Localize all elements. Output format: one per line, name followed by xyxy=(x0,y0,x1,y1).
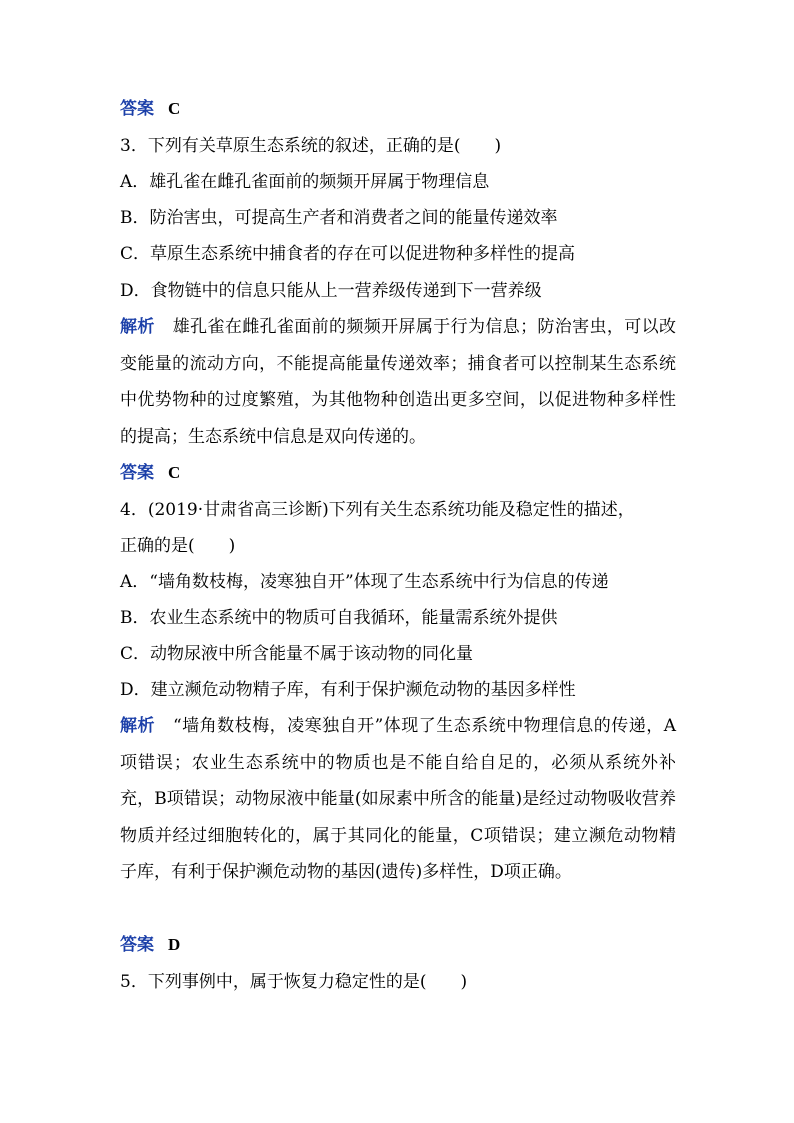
question-4-option-c: C．动物尿液中所含能量不属于该动物的同化量 xyxy=(120,644,474,664)
question-3-option-d: D．食物链中的信息只能从上一营养级传递到下一营养级 xyxy=(120,281,542,301)
question-4-option-b: B．农业生态系统中的物质可自我循环，能量需系统外提供 xyxy=(120,608,558,628)
question-3-option-a: A．雄孔雀在雌孔雀面前的频频开屏属于物理信息 xyxy=(120,172,490,192)
answer-line xyxy=(120,98,680,120)
answer-value: C xyxy=(168,99,181,118)
question-4-stem-line-1: 4．(2019·甘肃省高三诊断)下列有关生态系统功能及稳定性的描述， xyxy=(120,500,635,520)
answer-label: 答案 xyxy=(120,935,154,955)
explanation-label: 解析 xyxy=(120,716,155,736)
answer-value: C xyxy=(168,463,181,482)
question-3-option-b: B．防治害虫，可提高生产者和消费者之间的能量传递效率 xyxy=(120,208,558,228)
answer-value: D xyxy=(168,935,181,954)
explanation-text: “墙角数枝梅，凌寒独自开”体现了生态系统中物理信息的传递，A项错误；农业生态系统中的物质也是不能自给自足的，必须从系统外补充，B项错误；动物尿液中能量(如尿素中所含的能量)是经过动物吸收营养物质并经过细胞转化的，属于其同化的能量，C项错误；建立濒危动物精子库，有利于保护濒危动物的基因(遗传)多样性，D项正确。 xyxy=(120,716,676,882)
explanation-text: 雄孔雀在雌孔雀面前的频频开屏属于行为信息；防治害虫，可以改变能量的流动方向，不能提高能量传递效率；捕食者可以控制某生态系统中优势物种的过度繁殖，为其他物种创造出更多空间，以促进物种多样性的提高；生态系统中信息是双向传递的。 xyxy=(120,317,676,447)
explanation-label: 解析 xyxy=(120,317,155,337)
question-4-option-d: D．建立濒危动物精子库，有利于保护濒危动物的基因多样性 xyxy=(120,680,576,700)
question-4-option-a: A．“墙角数枝梅，凌寒独自开”体现了生态系统中行为信息的传递 xyxy=(120,572,609,592)
answer-line xyxy=(120,934,680,956)
explanation-4 xyxy=(120,708,676,891)
explanation-3 xyxy=(120,309,676,455)
answer-label: 答案 xyxy=(120,99,154,119)
answer-label: 答案 xyxy=(120,463,154,483)
question-4-stem-line-2: 正确的是( ) xyxy=(120,536,236,556)
question-5-stem: 5．下列事例中，属于恢复力稳定性的是( ) xyxy=(120,972,468,992)
question-3-option-c: C．草原生态系统中捕食者的存在可以促进物种多样性的提高 xyxy=(120,244,576,264)
question-3-stem: 3．下列有关草原生态系统的叙述，正确的是( ) xyxy=(120,136,502,156)
answer-line xyxy=(120,462,680,484)
